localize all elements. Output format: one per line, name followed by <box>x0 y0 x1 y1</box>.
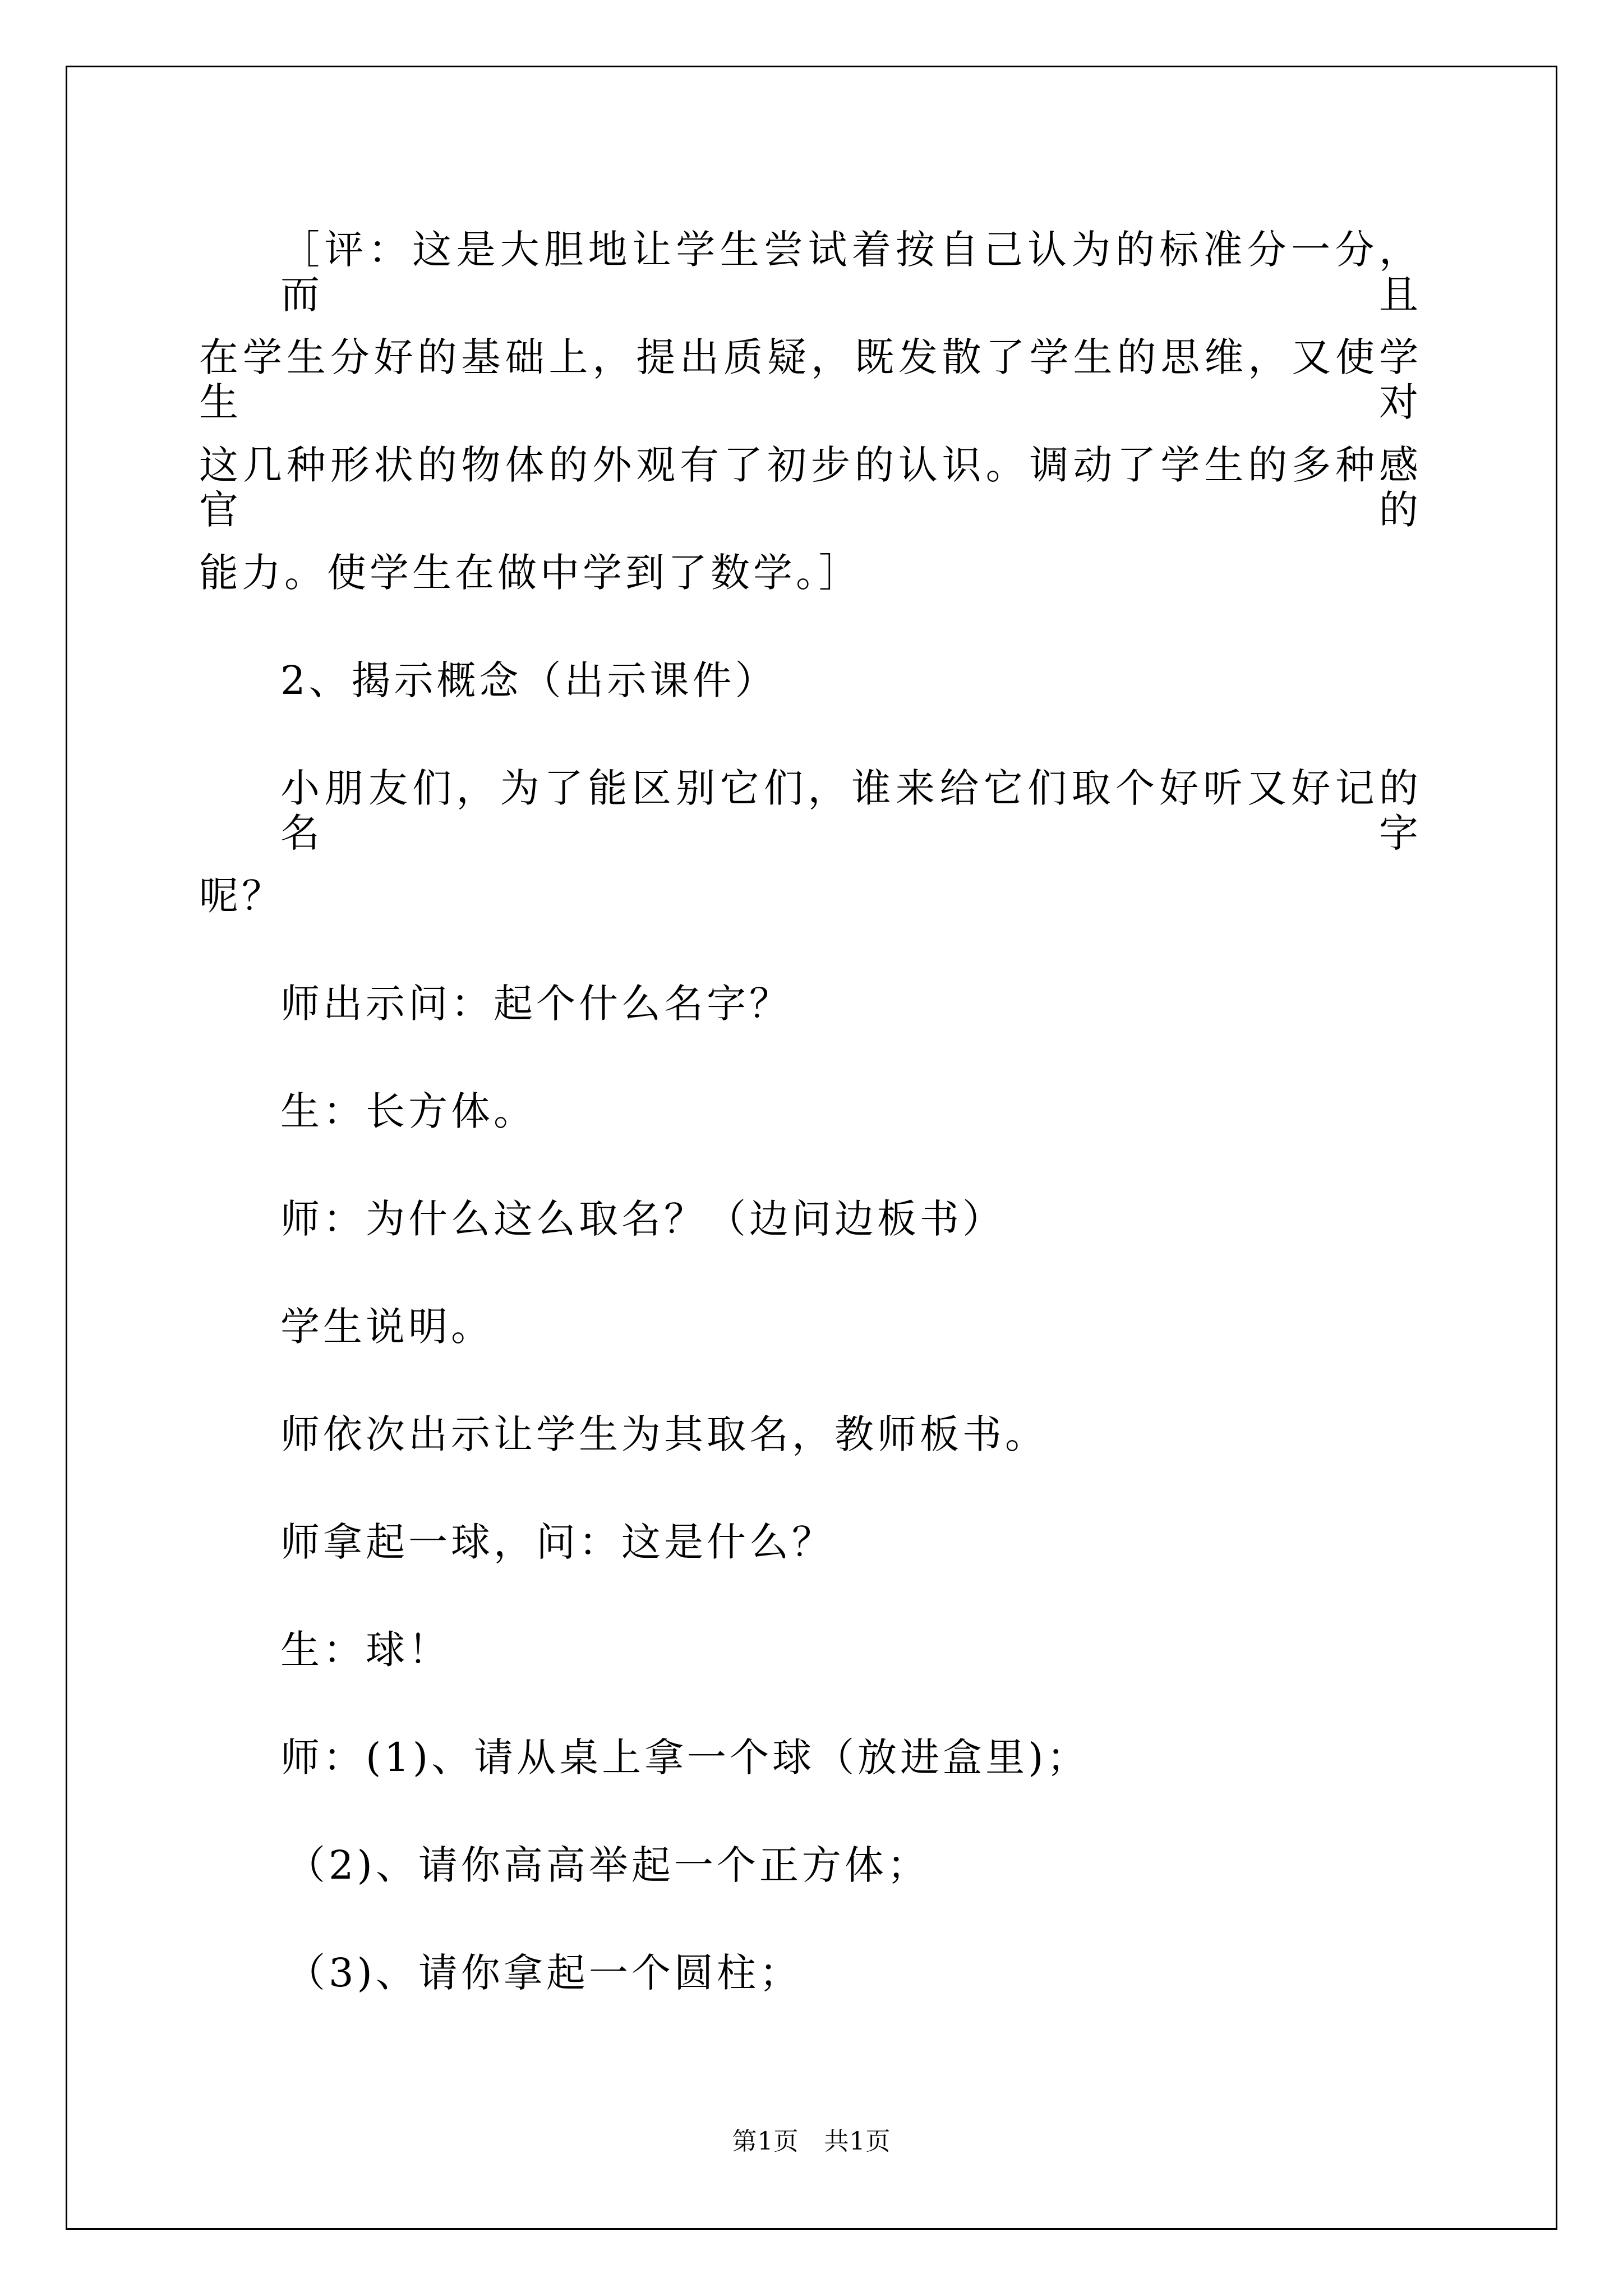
text-line: 生：球！ <box>280 1627 451 1673</box>
paragraph-comment-line-2: 在学生分好的基础上，提出质疑，既发散了学生的思维，又使学生对 <box>199 334 1422 425</box>
text-line: 师拿起一球，问：这是什么？ <box>280 1519 834 1565</box>
text-line: 师出示问：起个什么名字？ <box>280 981 792 1027</box>
paragraph-comment-line-1: ［评：这是大胆地让学生尝试着按自己认为的标准分一分，而且 <box>280 227 1422 318</box>
paragraph-comment-line-4: 能力。使学生在做中学到了数学。］ <box>199 550 861 596</box>
paragraph-comment-line-3: 这几种形状的物体的外观有了初步的认识。调动了学生的多种感官的 <box>199 442 1422 533</box>
paragraph-question-line-1: 小朋友们，为了能区别它们，谁来给它们取个好听又好记的名字 <box>280 765 1422 856</box>
text-line: 师依次出示让学生为其取名，教师板书。 <box>280 1411 1048 1457</box>
text-line: （3)、请你拿起一个圆柱； <box>286 1950 802 1996</box>
text-line: 学生说明。 <box>280 1304 494 1350</box>
section-heading: 2、揭示概念（出示课件） <box>280 657 778 703</box>
text-line: 生：长方体。 <box>280 1088 536 1134</box>
page-number-footer: 第1页 共1页 <box>732 2127 891 2156</box>
text-line: （2)、请你高高举起一个正方体； <box>286 1842 930 1888</box>
paragraph-question-line-2: 呢？ <box>199 873 284 919</box>
text-line: 师：为什么这么取名？（边问边板书） <box>280 1196 1005 1242</box>
text-line: 师：(1)、请从桌上拿一个球（放进盒里)； <box>280 1734 1090 1780</box>
